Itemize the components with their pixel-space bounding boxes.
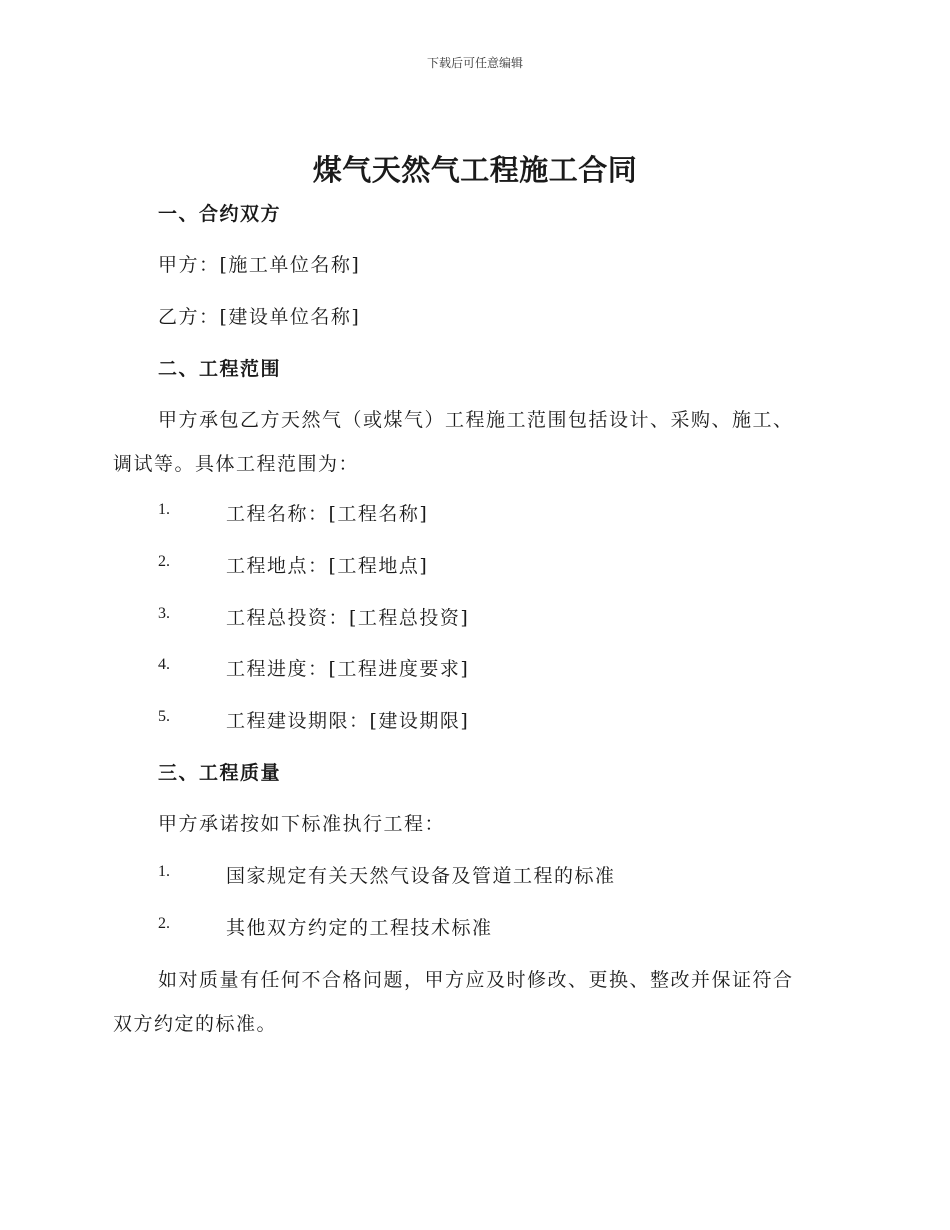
section-heading-scope: 二、工程范围 [158,358,282,380]
list-item-number: 2. [158,553,170,570]
list-item-number: 1. [158,863,170,880]
section-heading-parties: 一、合约双方 [158,203,282,225]
header-note: 下载后可任意编辑 [426,56,523,70]
list-item-text: 工程名称：[工程名称] [226,503,429,525]
scope-intro-line-1: 甲方承包乙方天然气（或煤气）工程施工范围包括设计、采购、施工、 [158,409,794,431]
list-item-number: 1. [158,501,170,518]
list-item-text: 国家规定有关天然气设备及管道工程的标准 [226,865,616,887]
list-item-text: 其他双方约定的工程技术标准 [226,917,493,939]
quality-intro: 甲方承诺按如下标准执行工程： [158,813,446,835]
list-item-text: 工程地点：[工程地点] [226,555,429,577]
list-item-text: 工程进度：[工程进度要求] [226,658,470,680]
list-item-number: 5. [158,708,170,725]
quality-closing-line-2: 双方约定的标准。 [113,1013,278,1035]
list-item-number: 4. [158,656,170,673]
scope-intro-line-2: 调试等。具体工程范围为： [113,453,360,475]
quality-closing-line-1: 如对质量有任何不合格问题，甲方应及时修改、更换、整改并保证符合 [158,969,794,991]
section-heading-quality: 三、工程质量 [158,762,282,784]
list-item-text: 工程建设期限：[建设期限] [226,710,470,732]
list-item-number: 2. [158,915,170,932]
document-title: 煤气天然气工程施工合同 [312,153,638,187]
party-b-line: 乙方：[建设单位名称] [158,306,361,328]
list-item-number: 3. [158,605,170,622]
list-item-text: 工程总投资：[工程总投资] [226,607,470,629]
party-a-line: 甲方：[施工单位名称] [158,254,361,276]
